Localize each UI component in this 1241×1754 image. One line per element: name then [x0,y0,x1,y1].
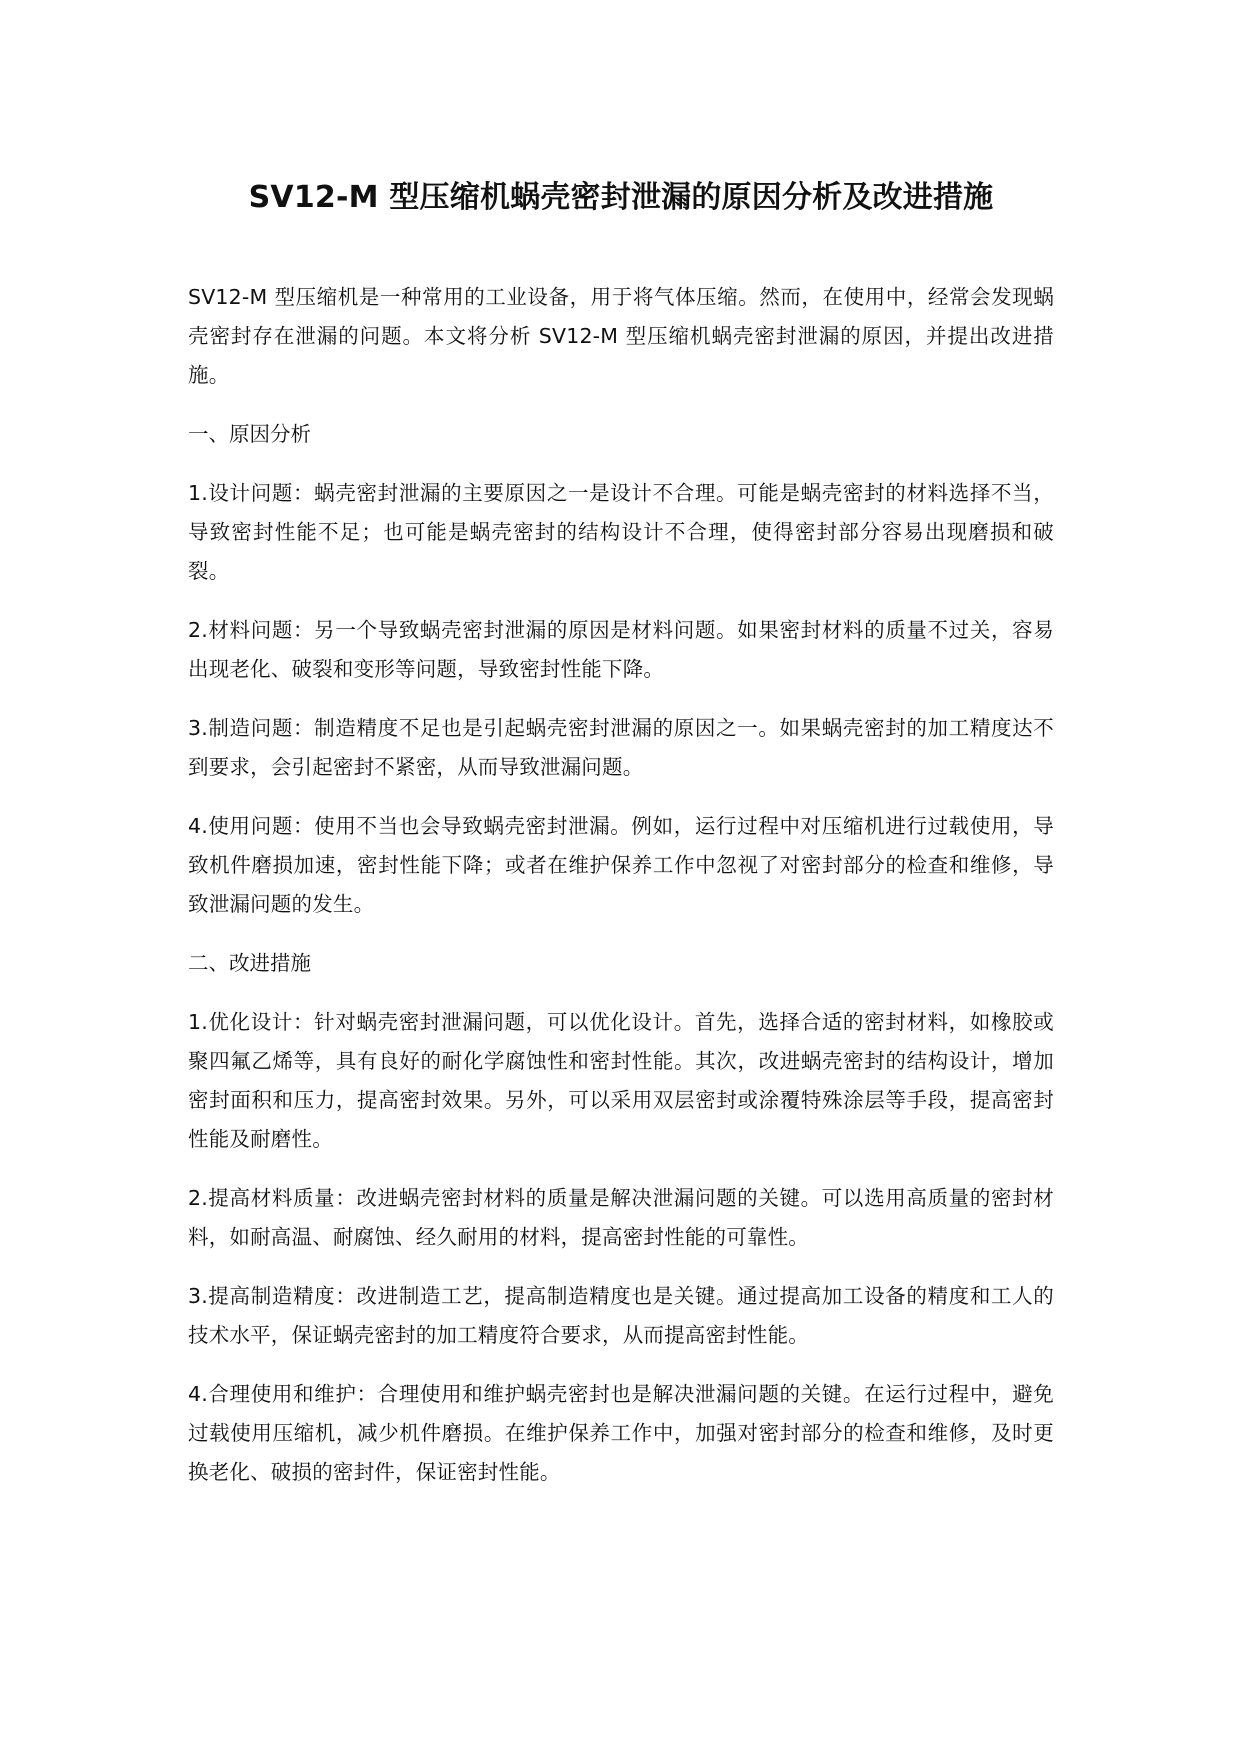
improvement-item-design: 1.优化设计：针对蜗壳密封泄漏问题，可以优化设计。首先，选择合适的密封材料，如橡胶或聚四氟乙烯等，具有良好的耐化学腐蚀性和密封性能。其次，改进蜗壳密封的结构设计，增加密封面积和压力，提高密封效果。另外，可以采用双层密封或涂覆特殊涂层等手段，提高密封性能及耐磨性。 [188,1010,1054,1151]
cause-item-manufacturing: 3.制造问题：制造精度不足也是引起蜗壳密封泄漏的原因之一。如果蜗壳密封的加工精度达不到要求，会引起密封不紧密，从而导致泄漏问题。 [188,716,1054,779]
document-body [188,278,1054,1492]
intro-paragraph: SV12-M 型压缩机是一种常用的工业设备，用于将气体压缩。然而，在使用中，经常会发现蜗壳密封存在泄漏的问题。本文将分析 SV12-M 型压缩机蜗壳密封泄漏的原因，并提出改进措施。 [188,285,1054,387]
document-content [188,176,1054,1512]
document-title: SV12-M 型压缩机蜗壳密封泄漏的原因分析及改进措施 [248,180,994,215]
cause-item-usage: 4.使用问题：使用不当也会导致蜗壳密封泄漏。例如，运行过程中对压缩机进行过载使用，导致机件磨损加速，密封性能下降；或者在维护保养工作中忽视了对密封部分的检查和维修，导致泄漏问题的发生。 [188,814,1054,916]
improvement-item-manufacturing: 3.提高制造精度：改进制造工艺，提高制造精度也是关键。通过提高加工设备的精度和工人的技术水平，保证蜗壳密封的加工精度符合要求，从而提高密封性能。 [188,1284,1054,1347]
cause-item-design: 1.设计问题：蜗壳密封泄漏的主要原因之一是设计不合理。可能是蜗壳密封的材料选择不当，导致密封性能不足；也可能是蜗壳密封的结构设计不合理，使得密封部分容易出现磨损和破裂。 [188,481,1054,583]
section-heading-improvements: 二、改进措施 [188,951,311,975]
section-heading-causes: 一、原因分析 [188,422,311,446]
improvement-item-material: 2.提高材料质量：改进蜗壳密封材料的质量是解决泄漏问题的关键。可以选用高质量的密封材料，如耐高温、耐腐蚀、经久耐用的材料，提高密封性能的可靠性。 [188,1186,1054,1249]
improvement-item-maintenance: 4.合理使用和维护：合理使用和维护蜗壳密封也是解决泄漏问题的关键。在运行过程中，避免过载使用压缩机，减少机件磨损。在维护保养工作中，加强对密封部分的检查和维修，及时更换老化、破损的密封件，保证密封性能。 [188,1382,1054,1484]
cause-item-material: 2.材料问题：另一个导致蜗壳密封泄漏的原因是材料问题。如果密封材料的质量不过关，容易出现老化、破裂和变形等问题，导致密封性能下降。 [188,618,1054,681]
